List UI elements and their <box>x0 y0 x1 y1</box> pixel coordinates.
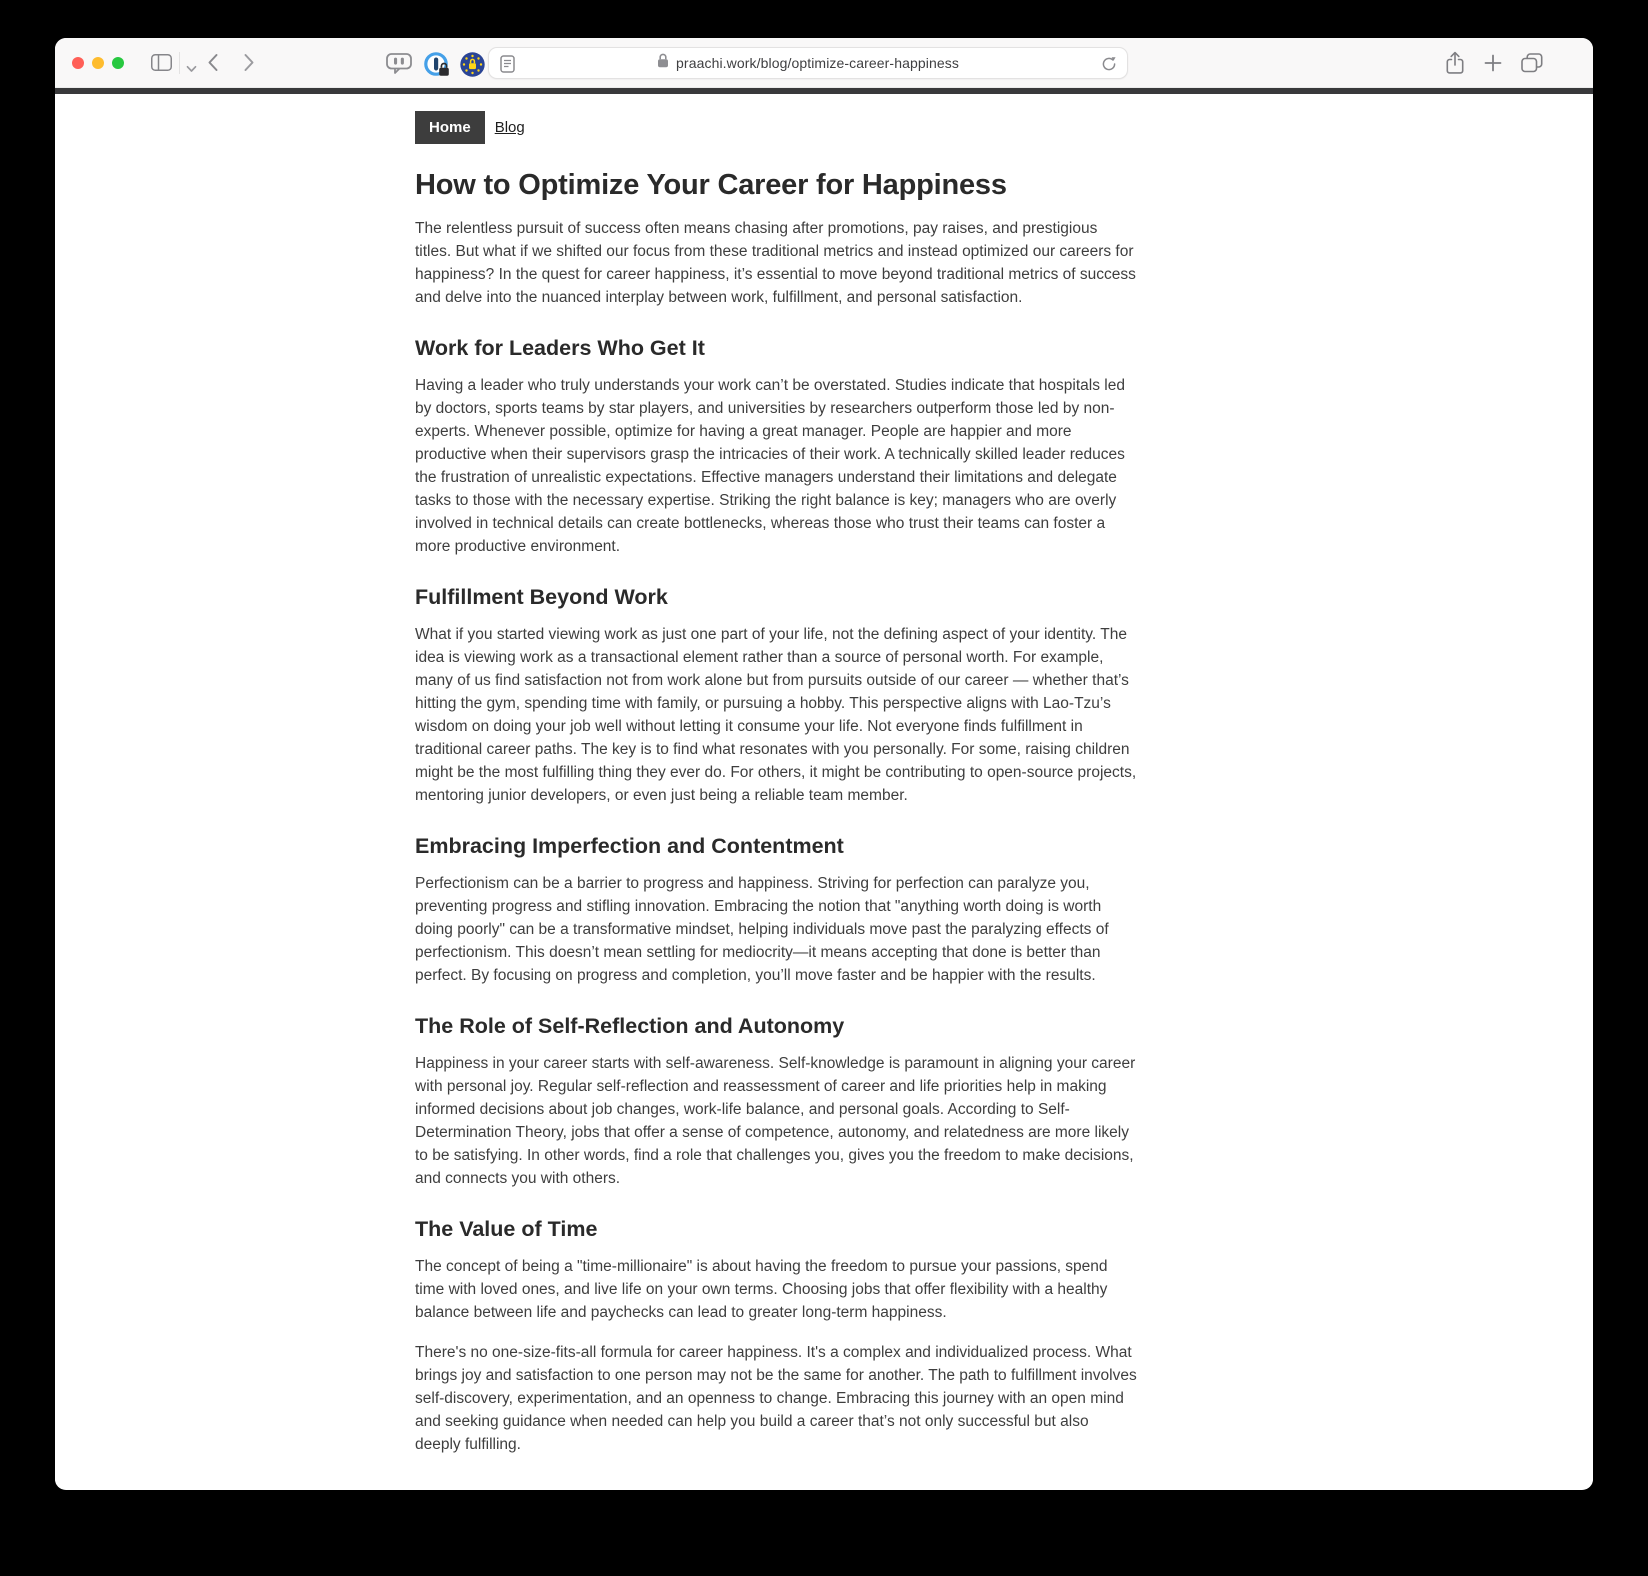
section-paragraph-imperfection: Perfectionism can be a barrier to progress and happiness. Striving for perfection can paralyze you, preventing progress and stifling innovation. Embracing the notion that "anything worth doing is worth doing poorly" can be a transformative mindset, helping individuals move past the paralyzing effects of perfectionism. This doesn’t mean settling for mediocrity—it means accepting that done is better than perfect. By focusing on progress and completion, you’ll move faster and be happier with the results. <box>415 875 1109 984</box>
sidebar-toggle-button[interactable] <box>151 54 172 76</box>
minimize-window-button[interactable] <box>92 57 104 69</box>
close-window-button[interactable] <box>72 57 84 69</box>
share-icon <box>1445 62 1465 79</box>
section-heading-self-reflection: The Role of Self-Reflection and Autonomy <box>415 1014 845 1038</box>
article-title: How to Optimize Your Career for Happiness <box>415 169 1007 201</box>
article-intro: The relentless pursuit of success often means chasing after promotions, pay raises, and prestigious titles. But what if we shifted our focus from these traditional metrics and instead optimized our careers for happiness? In the quest for career happiness, it’s essential to move beyond traditional metrics of success and delve into the nuanced interplay between work, fulfillment, and personal satisfaction. <box>415 220 1136 306</box>
section-paragraph-fulfillment: What if you started viewing work as just one part of your life, not the defining aspect of your identity. The idea is viewing work as a transactional element rather than a source of personal worth. For example, many of us find satisfaction not from work alone but from pursuits outside of our career — whether that’s hitting the gym, spending time with family, or pursuing a hobby. This perspective aligns with Lao-Tzu’s wisdom on doing your job well without letting it consume your life. Not everyone finds fulfillment in traditional career paths. The key is to find what resonates with you personally. For some, raising children might be the most fulfilling thing they ever do. For others, it might be contributing to open-source projects, mentoring junior developers, or even just being a reliable team member. <box>415 626 1137 804</box>
new-tab-icon <box>1484 59 1502 76</box>
sidebar-menu-button[interactable] <box>186 60 197 78</box>
zoom-window-button[interactable] <box>112 57 124 69</box>
page-content <box>55 94 1593 1489</box>
share-button[interactable] <box>1445 51 1465 80</box>
speech-bubble-extension-icon <box>385 52 413 80</box>
traffic-lights <box>72 57 124 69</box>
section-paragraph-conclusion: There's no one-size-fits-all formula for career happiness. It's a complex and individualized process. What brings joy and satisfaction to one person may not be the same for another. The path to fulfillment involves self-discovery, experimentation, and an openness to change. Embracing this journey with an open mind and seeking guidance when needed can help you build a career that’s not only successful but also deeply fulfilling. <box>415 1344 1137 1453</box>
section-heading-fulfillment: Fulfillment Beyond Work <box>415 585 668 609</box>
section-heading-value-of-time: The Value of Time <box>415 1217 598 1241</box>
forward-icon <box>243 53 255 77</box>
lock-icon <box>657 53 669 73</box>
refresh-button[interactable] <box>1101 56 1117 77</box>
browser-toolbar <box>55 38 1593 88</box>
toolbar-divider <box>179 52 180 74</box>
reader-view-icon[interactable] <box>500 55 515 78</box>
nav-blog-link[interactable]: Blog <box>494 119 525 136</box>
site-nav <box>415 111 1593 144</box>
extension-button-3[interactable] <box>459 51 486 83</box>
section-paragraph-leaders: Having a leader who truly understands your work can’t be overstated. Studies indicate that hospitals led by doctors, sports teams by star players, and universities by researchers outperform those led by non-experts. Whenever possible, optimize for having a great manager. People are happier and more productive when their supervisors grasp the intricacies of their work. A technically skilled leader reduces the frustration of unrealistic expectations. Effective managers understand their limitations and delegate tasks to those with the necessary expertise. Striking the right balance is key; managers who are overly involved in technical details can create bottlenecks, whereas those who trust their teams can foster a more productive environment. <box>415 377 1125 555</box>
eu-privacy-extension-icon <box>459 51 486 83</box>
password-manager-extension-icon <box>423 51 451 83</box>
tab-overview-button[interactable] <box>1521 53 1543 78</box>
back-button[interactable] <box>207 53 219 77</box>
url-text: praachi.work/blog/optimize-career-happiness <box>676 55 959 71</box>
extension-button-2[interactable] <box>423 51 451 83</box>
refresh-icon <box>1101 59 1117 76</box>
forward-button[interactable] <box>243 53 255 77</box>
chevron-down-icon <box>186 60 197 78</box>
tab-overview-icon <box>1521 60 1543 77</box>
extension-button-1[interactable] <box>385 52 413 80</box>
back-icon <box>207 53 219 77</box>
sidebar-icon <box>151 54 172 76</box>
section-heading-leaders: Work for Leaders Who Get It <box>415 336 705 360</box>
section-paragraph-value-of-time: The concept of being a "time-millionaire" is about having the freedom to pursue your passions, spend time with loved ones, and live life on your own terms. Choosing jobs that offer flexibility with a healthy balance between life and paychecks can lead to greater long-term happiness. <box>415 1258 1108 1321</box>
new-tab-button[interactable] <box>1484 54 1502 77</box>
section-heading-imperfection: Embracing Imperfection and Contentment <box>415 834 844 858</box>
browser-window <box>55 38 1593 1490</box>
nav-home-link[interactable]: Home <box>415 111 485 144</box>
address-bar[interactable] <box>488 47 1128 79</box>
section-paragraph-self-reflection: Happiness in your career starts with self-awareness. Self-knowledge is paramount in aligning your career with personal joy. Regular self-reflection and reassessment of career and life priorities help in making informed decisions about job changes, work-life balance, and personal goals. According to Self-Determination Theory, jobs that offer a sense of competence, autonomy, and relatedness are more likely to be satisfying. In other words, find a role that challenges you, gives you the freedom to make decisions, and connects you with others. <box>415 1055 1136 1187</box>
